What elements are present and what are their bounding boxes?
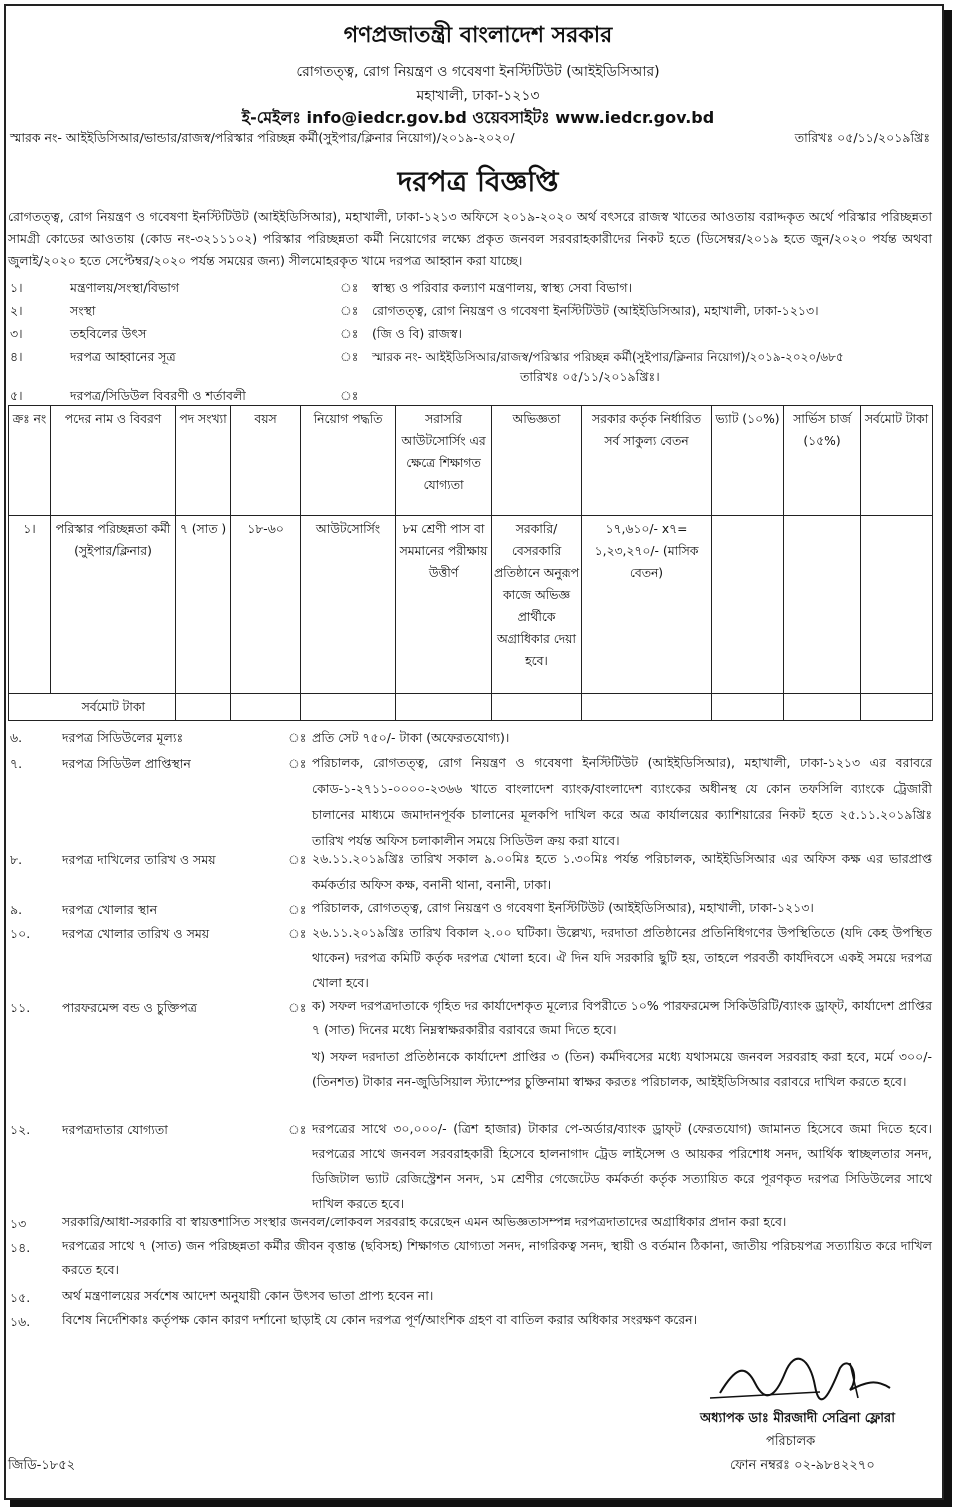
- info-colon: ঃ: [340, 349, 359, 364]
- frame-shadow: [944, 10, 952, 1502]
- table-cell: সরকারি/ বেসরকারি প্রতিষ্ঠানে অনুরূপ কাজে অভিজ্ঞ প্রার্থীকে অগ্রাধিকার দেয়া হবে।: [492, 516, 582, 694]
- item-text: প্রতি সেট ৭৫০/- টাকা (অফেরতযোগ্য)।: [312, 730, 510, 745]
- memo-number: স্মারক নং- আইইডিসিআর/ভান্ডার/রাজস্ব/পরিস্কার পরিচ্ছন্ন কর্মী(সুইপার/ক্লিনার নিয়োগ)/২০১৯-২০২০/: [10, 130, 515, 145]
- post-table: [8, 405, 933, 721]
- info-num: ৩।: [10, 326, 23, 341]
- item-colon: ঃ: [288, 926, 307, 941]
- memo-date: তারিখঃ ০৫/১১/২০১৯খ্রিঃ: [794, 130, 930, 145]
- item-text: ক) সফল দরপত্রদাতাকে গৃহিত দর কার্যাদেশকৃত মূল্যের বিপরীতে ১০% পারফরমেন্স সিকিউরিটি/ব্যাংক ড্রাফ্‌ট, কার্যাদেশ প্রাপ্তির ৭ (সাত) দিনের মধ্যে নিম্নস্বাক্ষরকারীর বরাবরে জমা দিতে হবে।: [312, 998, 932, 1037]
- col-header: সার্ভিস চার্জ (১৫%): [784, 406, 861, 516]
- signature-image: [700, 1348, 900, 1408]
- phone-number: ফোন নম্বরঃ ০২-৯৮৪২২৭০: [730, 1458, 875, 1473]
- item-num: ১১.: [10, 1000, 31, 1015]
- info-value: (জি ও বি) রাজস্ব।: [372, 326, 462, 341]
- item-label: দরপত্র সিডিউল প্রাপ্তিস্থান: [62, 756, 191, 771]
- info-colon: ঃ: [340, 388, 359, 403]
- col-header: ক্রঃ নং: [9, 406, 51, 516]
- signatory-name: অধ্যাপক ডাঃ মীরজাদী সেব্রিনা ফ্লোরা: [700, 1411, 895, 1426]
- col-header: বয়স: [231, 406, 301, 516]
- item-num: ১২.: [10, 1122, 31, 1137]
- table-cell: ৮ম শ্রেণী পাস বা সমমানের পরীক্ষায় উত্তীর্ণ: [396, 516, 492, 694]
- item-label: দরপত্র দাখিলের তারিখ ও সময়: [62, 852, 216, 867]
- government-title: গণপ্রজাতন্ত্রী বাংলাদেশ সরকার: [343, 23, 613, 48]
- intro-paragraph: রোগতত্ত্ব, রোগ নিয়ন্ত্রণ ও গবেষণা ইনস্টিটিউট (আইইডিসিআর), মহাখালী, ঢাকা-১২১৩ অফিসে ২০১৯-২০২০ অর্থ বৎসরে রাজস্ব খাতের আওতায় বরাদ্দকৃত অর্থে পরিস্কার পরিচ্ছন্নতা সামগ্রী কোডের আওতায় (কোড নং-৩২১১১০২) পরিস্কার পরিচ্ছন্নতা কর্মী নিয়োগের লক্ষ্যে প্রকৃত জনবল সরবরাহকারীদের নিকট হতে (ডিসেম্বর/২০১৯ হতে জুন/২০২০ পর্যন্ত অথবা জুলাই/২০২০ হতে সেপ্টেম্বর/২০২০ পর্যন্ত সময়ের জন্য) সীলমোহরকৃত খামে দরপত্র আহ্বান করা যাচ্ছে।: [8, 209, 932, 268]
- info-colon: ঃ: [340, 326, 359, 341]
- info-num: ১।: [10, 280, 23, 295]
- item-text: পরিচালক, রোগতত্ত্ব, রোগ নিয়ন্ত্রণ ও গবেষণা ইনস্টিটিউট (আইইডিসিআর), মহাখালী, ঢাকা-১২১৩ এর বরাবরে কোড-১-২৭১১-০০০০-২৩৬৬ খাতে বাংলাদেশ ব্যাংক/বাংলাদেশ ব্যাংকের অধীনস্থ যে কোন তফসিলি ব্যাংকে ট্রেজারী চালানের মাধ্যমে জমাদানপূর্বক চালানের মূলকপি দাখিল করে অত্র কার্যালয়ের ক্যাশিয়ারের নিকট হতে ২৫.১১.২০১৯খ্রিঃ তারিখ পর্যন্ত অফিস চলাকালীন সময়ে সিডিউল ক্রয় করা যাবে।: [312, 755, 932, 848]
- note-text: দরপত্রের সাথে ৭ (সাত) জন পরিচ্ছন্নতা কর্মীর জীবন বৃত্তান্ত (ছবিসহ) শিক্ষাগত যোগ্যতা সনদ, নাগরিকত্ব সনদ, স্থায়ী ও বর্তমান ঠিকানা, জাতীয় পরিচয়পত্র সত্যায়িত করে দাখিল করতে হবে।: [62, 1238, 932, 1277]
- info-num: ৪।: [10, 349, 23, 364]
- info-num: ২।: [10, 303, 23, 318]
- note-num: ১৪.: [10, 1240, 31, 1255]
- table-cell: ১৮-৬০: [231, 516, 301, 694]
- item-text: পরিচালক, রোগতত্ত্ব, রোগ নিয়ন্ত্রণ ও গবেষণা ইনস্টিটিউট (আইইডিসিআর), মহাখালী, ঢাকা-১২১৩।: [312, 900, 814, 915]
- note-num: ১৬.: [10, 1314, 31, 1329]
- info-value: স্বাস্থ্য ও পরিবার কল্যাণ মন্ত্রণালয়, স্বাস্থ্য সেবা বিভাগ।: [372, 280, 633, 295]
- col-header: সরাসরি আউটসোর্সিং এর ক্ষেত্রে শিক্ষাগত যোগ্যতা: [396, 406, 492, 516]
- info-value-date: তারিখঃ ০৫/১১/২০১৯খ্রিঃ।: [520, 369, 660, 384]
- item-num: ৬.: [10, 730, 23, 745]
- item-colon: ঃ: [288, 1000, 307, 1015]
- total-label: সর্বমোট টাকা: [9, 694, 176, 721]
- notice-title: দরপত্র বিজ্ঞপ্তি: [397, 165, 559, 198]
- info-label: মন্ত্রণালয়/সংস্থা/বিভাগ: [70, 280, 180, 295]
- item-text: দরপত্রের সাথে ৩০,০০০/- (ত্রিশ হাজার) টাকার পে-অর্ডার/ব্যাংক ড্রাফ্‌ট (ফেরতযোগ) জামানত হিসেবে জমা দিতে হবে। দরপত্রের সাথে জনবল সরবরাহকারী হিসেবে হালনাগাদ ট্রেড লাইসেন্স ও আয়কর পরিশোধ সনদ, আর্থিক স্বাচ্ছলতার সনদ, ডিজিটাল ভ্যাট রেজিস্ট্রেশন সনদ, ১ম শ্রেণীর গেজেটেড কর্মকর্তা কর্তৃক সত্যায়িত করে পূরণকৃত দরপত্র সিডিউলের সাথে দাখিল করতে হবে।: [312, 1121, 932, 1211]
- table-cell: ৭ (সাত ): [176, 516, 231, 694]
- info-num: ৫।: [10, 388, 23, 403]
- item-num: ৭.: [10, 756, 23, 771]
- item-label: দরপত্রদাতার যোগ্যতা: [62, 1122, 168, 1137]
- table-header-row: [9, 406, 933, 516]
- table-cell: ১৭,৬১০/- x৭= ১,২৩,২৭০/- (মাসিক বেতন): [582, 516, 712, 694]
- frame-shadow-bottom: [10, 1500, 952, 1507]
- table-cell: [784, 516, 861, 694]
- item-colon: ঃ: [288, 1122, 307, 1137]
- note-text: বিশেষ নির্দেশিকাঃ কর্তৃপক্ষ কোন কারণ দর্শানো ছাড়াই যে কোন দরপত্র পূর্ণ/আংশিক গ্রহণ বা বাতিল করার অধিকার সংরক্ষণ করেন।: [62, 1312, 698, 1327]
- col-header: সরকার কর্তৃক নির্ধারিত সর্ব সাকুল্য বেতন: [582, 406, 712, 516]
- table-cell: আউটসোর্সিং: [301, 516, 396, 694]
- col-header: নিয়োগ পদ্ধতি: [301, 406, 396, 516]
- col-header: সর্বমোট টাকা: [861, 406, 933, 516]
- item-num: ৮.: [10, 852, 23, 867]
- info-label: তহবিলের উৎস: [70, 326, 147, 341]
- item-text: খ) সফল দরদাতা প্রতিষ্ঠানকে কার্যাদেশ প্রাপ্তির ৩ (তিন) কর্মদিবসের মধ্যে যথাসময়ে জনবল সরবরাহ করা হবে, মর্মে ৩০০/- (তিনশত) টাকার নন-জুডিসিয়াল স্ট্যাম্পের চুক্তিনামা স্বাক্ষর করতঃ পরিচালক, আইইডিসিআর বরাবরে দাখিল করতে হবে।: [312, 1049, 932, 1089]
- item-colon: ঃ: [288, 756, 307, 771]
- contact-line: ই-মেইলঃ info@iedcr.gov.bd ওয়েবসাইটঃ www.iedcr.gov.bd: [241, 108, 715, 127]
- table-row: [9, 516, 933, 694]
- item-colon: ঃ: [288, 902, 307, 917]
- info-value: রোগতত্ত্ব, রোগ নিয়ন্ত্রণ ও গবেষণা ইনস্টিটিউট (আইইডিসিআর), মহাখালী, ঢাকা-১২১৩।: [372, 303, 819, 318]
- note-text: অর্থ মন্ত্রণালয়ের সর্বশেষ আদেশ অনুযায়ী কোন উৎসব ভাতা প্রাপ্য হবেন না।: [62, 1288, 434, 1303]
- info-label: দরপত্র/সিডিউল বিবরণী ও শর্তাবলী: [70, 388, 246, 403]
- note-num: ১৫.: [10, 1290, 31, 1305]
- col-header: পদের নাম ও বিবরণ: [51, 406, 176, 516]
- info-label: সংস্থা: [70, 303, 96, 318]
- item-label: দরপত্র সিডিউলের মূল্যঃ: [62, 730, 184, 745]
- note-num: ১৩: [10, 1216, 27, 1231]
- institute-address: মহাখালী, ঢাকা-১২১৩: [416, 88, 540, 104]
- table-cell: ১।: [9, 516, 51, 694]
- signatory-designation: পরিচালক: [766, 1434, 816, 1449]
- institute-name: রোগতত্ত্ব, রোগ নিয়ন্ত্রণ ও গবেষণা ইনস্টিটিউট (আইইডিসিআর): [296, 64, 660, 80]
- note-text: সরকারি/আধা-সরকারি বা স্বায়ত্তশাসিত সংস্থার জনবল/লোকবল সরবরাহ করেছেন এমন অভিজ্ঞতাসম্পন্ন দরপত্রদাতাদের অগ্রাধিকার প্রদান করা হবে।: [62, 1214, 787, 1229]
- item-label: দরপত্র খোলার স্থান: [62, 902, 158, 917]
- item-label: পারফরমেন্স বন্ড ও চুক্তিপত্র: [62, 1000, 197, 1015]
- item-text: ২৬.১১.২০১৯খ্রিঃ তারিখ সকাল ৯.০০মিঃ হতে ১.৩০মিঃ পর্যন্ত পরিচালক, আইইডিসিআর এর অফিস কক্ষ এর ভারপ্রাপ্ত কর্মকর্তার অফিস কক্ষ, বনানী থানা, বনানী, ঢাকা।: [312, 851, 932, 892]
- table-cell: [712, 516, 784, 694]
- info-value: স্মারক নং- আইইডিসিআর/রাজস্ব/পরিস্কার পরিচ্ছন্ন কর্মী(সুইপার/ক্লিনার নিয়োগ)/২০১৯-২০২০/৬৮৫: [372, 350, 844, 364]
- item-colon: ঃ: [288, 852, 307, 867]
- item-num: ৯.: [10, 902, 23, 917]
- item-num: ১০.: [10, 926, 31, 941]
- col-header: পদ সংখ্যা: [176, 406, 231, 516]
- item-label: দরপত্র খোলার তারিখ ও সময়: [62, 926, 210, 941]
- table-cell: [861, 516, 933, 694]
- item-text: ২৬.১১.২০১৯খ্রিঃ তারিখ বিকাল ২.০০ ঘটিকা। উল্লেখ্য, দরদাতা প্রতিষ্ঠানের প্রতিনিধিগণের উপস্থিতিতে (যদি কেহ উপস্থিত থাকেন) দরপত্র কমিটি কর্তৃক দরপত্র খোলা হবে। ঐ দিন যদি সরকারি ছুটি হয়, তাহলে পরবর্তী কার্যদিবসে একই সময়ে দরপত্র খোলা হবে।: [312, 925, 932, 990]
- col-header: ভ্যাট (১০%): [712, 406, 784, 516]
- info-colon: ঃ: [340, 280, 359, 295]
- gd-number: জিডি-১৮৫২: [8, 1458, 76, 1473]
- info-colon: ঃ: [340, 303, 359, 318]
- table-cell: পরিস্কার পরিচ্ছন্নতা কর্মী (সুইপার/ক্লিনার): [51, 516, 176, 694]
- col-header: অভিজ্ঞতা: [492, 406, 582, 516]
- item-colon: ঃ: [288, 730, 307, 745]
- info-label: দরপত্র আহ্বানের সূত্র: [70, 349, 176, 364]
- table-total-row: [9, 694, 933, 721]
